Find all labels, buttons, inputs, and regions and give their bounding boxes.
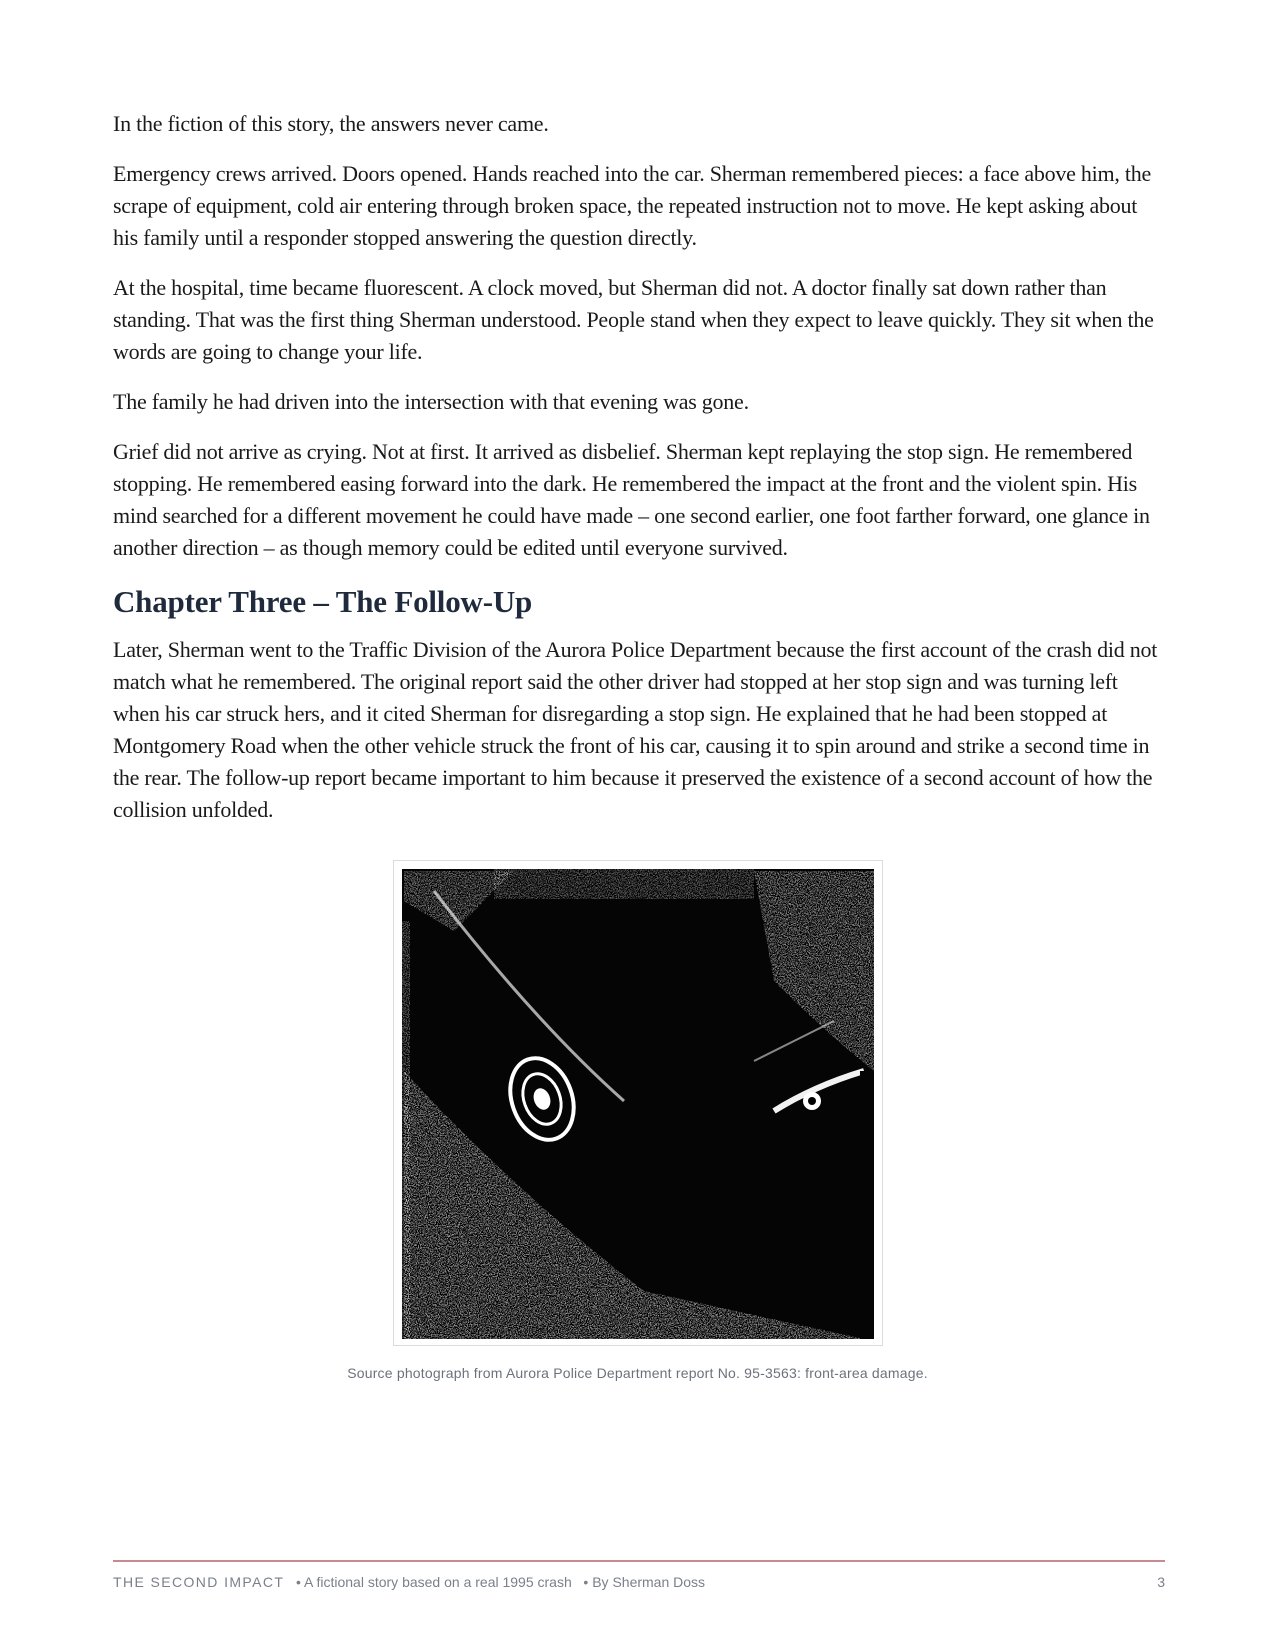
paragraph: Later, Sherman went to the Traffic Division of the Aurora Police Department because the first account of the crash did not match what he remembered. The original report said the other driver had stopped at her stop sign and was turning left when his car struck hers, and it cited Sherman for disregarding a stop sign. He explained that he had been stopped at Montgomery Road when the other vehicle struck the front of his car, causing it to spin around and strike a second time in the rear. The follow-up report became important to him because it preserved the existence of a second account of how the collision unfolded. — [113, 637, 1158, 822]
page-content — [113, 108, 1165, 844]
page-number: 3 — [1157, 1574, 1165, 1590]
footer-running-title — [113, 1574, 705, 1590]
page-footer — [113, 1560, 1165, 1590]
figure — [0, 860, 1275, 1381]
footer-separator: • — [575, 1574, 593, 1590]
paragraph: Emergency crews arrived. Doors opened. Hands reached into the car. Sherman remembered pieces: a face above him, the scrape of equipment, cold air entering through broken space, the repeated instruction not to move. He kept asking about his family until a responder stopped answering the question directly. — [113, 161, 1152, 250]
crash-photo — [393, 860, 883, 1346]
paragraph: The family he had driven into the intersection with that evening was gone. — [113, 389, 749, 414]
paragraph: Grief did not arrive as crying. Not at first. It arrived as disbelief. Sherman kept replaying the stop sign. He remembered stopping. He remembered easing forward into the dark. He remembered the impact at the front and the violent spin. His mind searched for a different movement he could have made – one second earlier, one foot farther forward, one glance in another direction – as though memory could be edited until everyone survived. — [113, 439, 1150, 560]
footer-separator: • — [288, 1574, 305, 1590]
chapter-heading: Chapter Three – The Follow-Up — [113, 584, 533, 619]
paragraph: At the hospital, time became fluorescent. A clock moved, but Sherman did not. A doctor finally sat down rather than standing. That was the first thing Sherman understood. People stand when they expect to leave quickly. They sit when the words are going to change your life. — [113, 275, 1154, 364]
footer-title: THE SECOND IMPACT — [113, 1574, 285, 1590]
figure-caption: Source photograph from Aurora Police Department report No. 95-3563: front-area damage. — [347, 1365, 928, 1381]
footer-author: By Sherman Doss — [592, 1574, 706, 1590]
footer-subtitle: A fictional story based on a real 1995 crash — [304, 1574, 572, 1590]
paragraph: In the fiction of this story, the answers never came. — [113, 111, 549, 136]
